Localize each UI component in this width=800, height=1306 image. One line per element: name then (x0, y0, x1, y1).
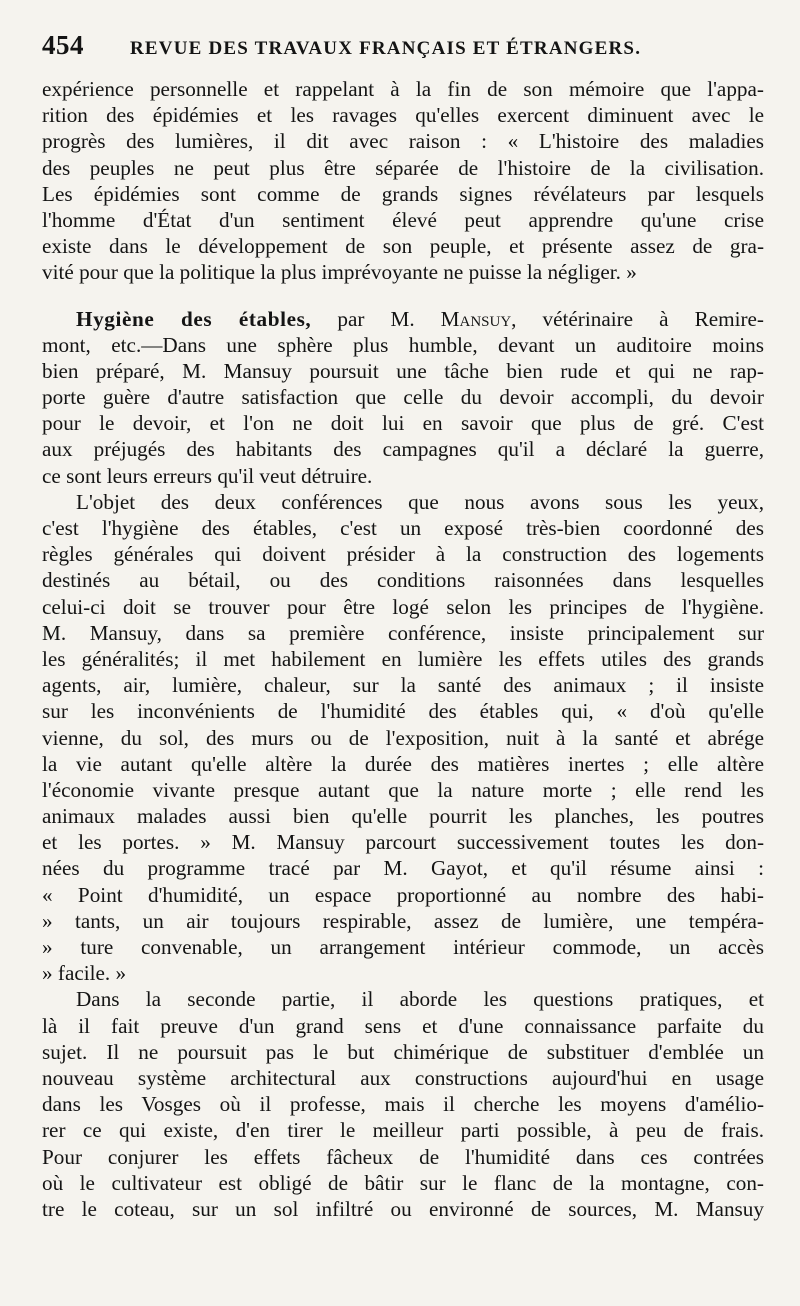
text-line: nouveau système architectural aux constructions aujourd'hui en usage (42, 1065, 764, 1090)
text-line: destinés au bétail, ou des conditions raisonnées dans lesquelles (42, 568, 764, 593)
text-line: expérience personnelle et rappelant à la fin de son mémoire que l'appa- (42, 77, 764, 101)
text-line: vienne, du sol, des murs ou de l'exposition, nuit à la santé et abrége (42, 725, 764, 750)
paragraph-seconde-partie (42, 986, 764, 1222)
paragraph-hygiene-etables (42, 306, 764, 489)
text-line: Dans la seconde partie, il aborde les questions pratiques, et (76, 987, 764, 1012)
text-line: aux préjugés des habitants des campagnes qu'il a déclaré la guerre, (42, 437, 764, 462)
text-line: M. Mansuy, dans sa première conférence, insiste principalement sur (42, 620, 764, 645)
page-number: 454 (42, 30, 84, 60)
text-line: les généralités; il met habilement en lumière les effets utiles des grands (42, 646, 764, 671)
section-heading: Hygiène des étables, (76, 306, 312, 331)
author-prefix: par M. (311, 306, 441, 331)
heading-line-rest: , vétérinaire à Remire- (511, 306, 764, 331)
running-title: REVUE DES TRAVAUX FRANÇAIS ET ÉTRANGERS. (130, 38, 642, 59)
text-line: vité pour que la politique la plus imprévoyante ne puisse la négliger. » (42, 260, 637, 285)
text-line: celui-ci doit se trouver pour être logé selon les principes de l'hygiène. (42, 594, 764, 619)
text-line: où le cultivateur est obligé de bâtir sur le flanc de la montagne, con- (42, 1170, 764, 1195)
text-line: règles générales qui doivent présider à la construction des logements (42, 542, 764, 567)
text-line: animaux malades aussi bien qu'elle pourrit les planches, les poutres (42, 804, 764, 829)
text-line: » tants, un air toujours respirable, assez de lumière, une tempéra- (42, 908, 764, 933)
text-line: agents, air, lumière, chaleur, sur la santé des animaux ; il insiste (42, 673, 764, 698)
text-line: dans les Vosges où il professe, mais il cherche les moyens d'amélio- (42, 1092, 764, 1117)
text-line: porte guère d'autre satisfaction que celle du devoir accompli, du devoir (42, 385, 764, 410)
text-line: ce sont leurs erreurs qu'il veut détruire. (42, 463, 373, 488)
text-line: » facile. » (42, 961, 127, 986)
text-line: Pour conjurer les effets fâcheux de l'humidité dans ces contrées (42, 1144, 764, 1169)
text-line: « Point d'humidité, un espace proportionné au nombre des habi- (42, 882, 764, 907)
text-line: pour le devoir, et l'on ne doit lui en savoir que plus de gré. C'est (42, 411, 764, 436)
paragraph-gap (42, 286, 764, 306)
text-line: c'est l'hygiène des étables, c'est un exposé très-bien coordonné des (42, 516, 764, 540)
text-line: l'économie vivante presque autant que la nature morte ; elle rend les (42, 777, 764, 802)
text-line: » ture convenable, un arrangement intérieur commode, un accès (42, 935, 764, 959)
text-line: et les portes. » M. Mansuy parcourt successivement toutes les don- (42, 830, 764, 855)
text-line: rition des épidémies et les ravages qu'elles exercent diminuent avec le (42, 103, 764, 128)
text-line: existe dans le développement de son peuple, et présente assez de gra- (42, 234, 764, 259)
text-line: là il fait preuve d'un grand sens et d'une connaissance parfaite du (42, 1013, 764, 1038)
text-line: la vie autant qu'elle altère la durée des matières inertes ; elle altère (42, 751, 764, 776)
text-line: des peuples ne peut plus être séparée de l'histoire de la civilisation. (42, 155, 764, 180)
paragraph-epidemics (42, 76, 764, 286)
text-line: L'objet des deux conférences que nous avons sous les yeux, (76, 489, 764, 514)
text-line: l'homme d'État d'un sentiment élevé peut apprendre qu'une crise (42, 207, 764, 232)
heading-line (42, 306, 764, 332)
text-line: rer ce qui existe, d'en tirer le meilleur parti possible, à peu de frais. (42, 1118, 764, 1143)
author-name: Mansuy (440, 306, 512, 331)
body-text (42, 76, 764, 1222)
text-line: sur les inconvénients de l'humidité des étables qui, « d'où qu'elle (42, 699, 764, 724)
paragraph-objet-conferences (42, 489, 764, 987)
text-line: Les épidémies sont comme de grands signes révélateurs par lesquels (42, 181, 764, 206)
text-line: tre le coteau, sur un sol infiltré ou environné de sources, M. Mansuy (42, 1196, 764, 1221)
running-head (42, 30, 774, 70)
text-line: sujet. Il ne poursuit pas le but chimérique de substituer d'emblée un (42, 1039, 764, 1064)
text-line: nées du programme tracé par M. Gayot, et qu'il résume ainsi : (42, 856, 764, 881)
text-line: mont, etc.—Dans une sphère plus humble, devant un auditoire moins (42, 332, 764, 357)
text-line: bien préparé, M. Mansuy poursuit une tâche bien rude et qui ne rap- (42, 358, 764, 383)
text-line: progrès des lumières, il dit avec raison : « L'histoire des maladies (42, 129, 764, 154)
